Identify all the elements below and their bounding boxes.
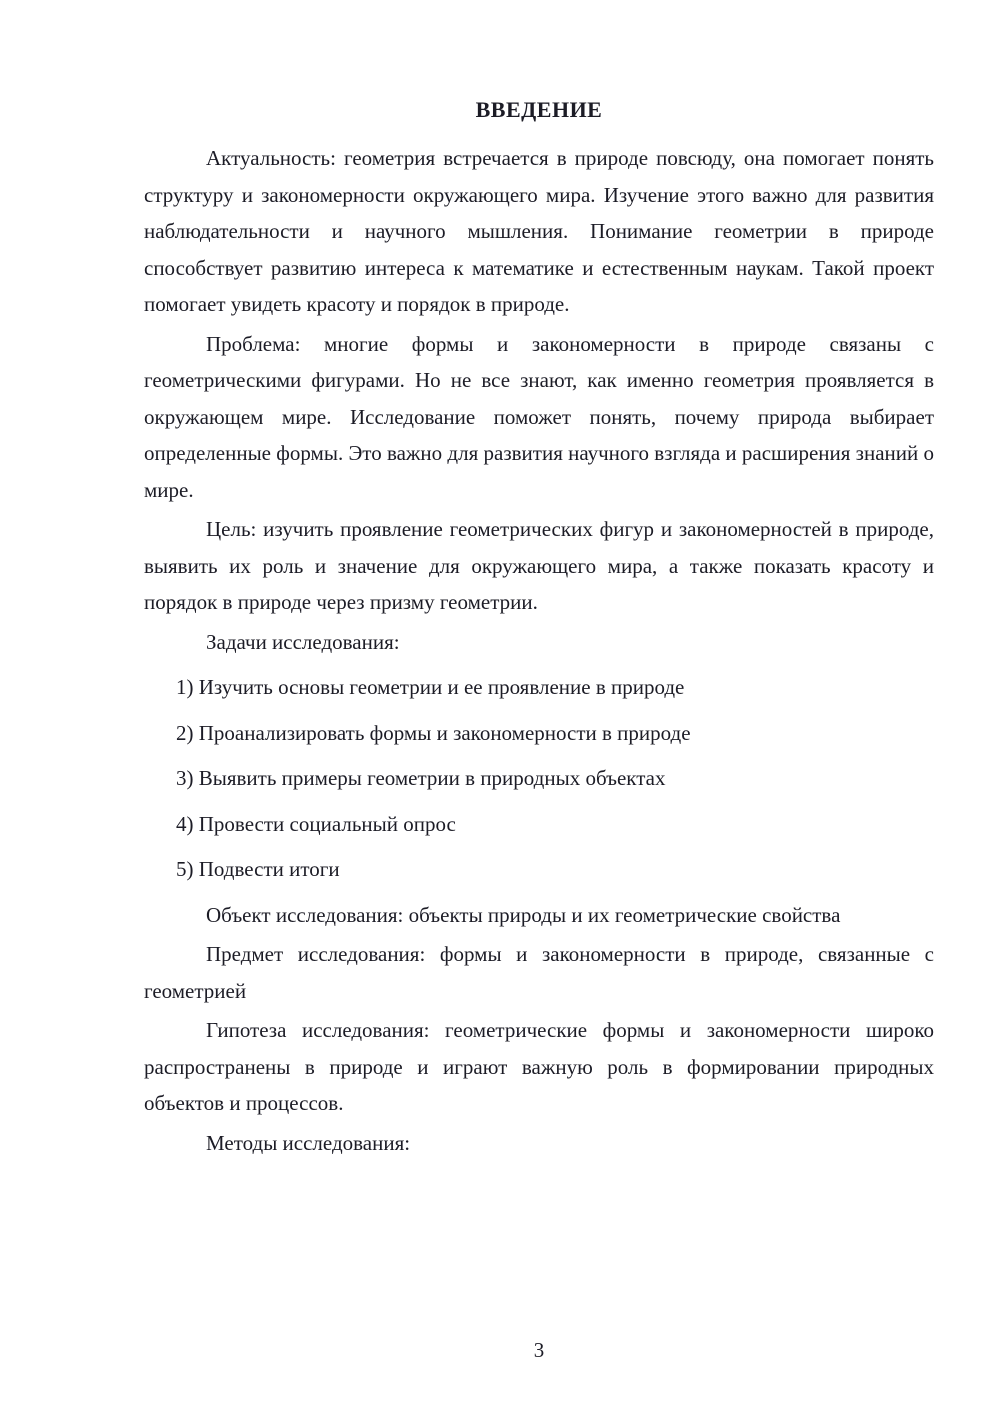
paragraph-object: Объект исследования: объекты природы и их геометрические свойства [206, 902, 841, 927]
task-item-2: 2) Проанализировать формы и закономерности в природе [176, 720, 691, 745]
task-item-5: 5) Подвести итоги [176, 857, 340, 881]
page-number: 3 [533, 1337, 545, 1362]
page-title: ВВЕДЕНИЕ [475, 97, 603, 122]
task-item-3: 3) Выявить примеры геометрии в природных объектах [176, 766, 666, 790]
paragraph-tasks-heading: Задачи исследования: [206, 629, 400, 654]
paragraph-problem: Проблема: многие формы и закономерности в природе связаны с геометрическими фигурами. Но не все знают, как именно геометрия проявляется в окружающем мире. Исследование поможет понять, почему природа выбирает определенные формы. Это важно для развития научного взгляда и расширения знаний о мире. [144, 331, 934, 502]
paragraph-actuality: Актуальность: геометрия встречается в природе повсюду, она помогает понять структуру и закономерности окружающего мира. Изучение этого важно для развития наблюдательности и научного мышления. Понимание геометрии в природе способствует развитию интереса к математике и естественным наукам. Такой проект помогает увидеть красоту и порядок в природе. [144, 146, 934, 316]
paragraph-methods-heading: Методы исследования: [206, 1130, 411, 1155]
paragraph-goal: Цель: изучить проявление геометрических фигур и закономерностей в природе, выявить их роль и значение для окружающего мира, а также показать красоту и порядок в природе через призму геометрии. [144, 517, 934, 614]
task-list [144, 669, 934, 888]
task-item-1: 1) Изучить основы геометрии и ее проявление в природе [176, 675, 685, 699]
paragraph-hypothesis: Гипотеза исследования: геометрические формы и закономерности широко распространены в природе и играют важную роль в формировании природных объектов и процессов. [144, 1018, 934, 1115]
task-item-4: 4) Провести социальный опрос [176, 811, 456, 836]
paragraph-subject: Предмет исследования: формы и закономерности в природе, связанные с геометрией [144, 942, 934, 1003]
